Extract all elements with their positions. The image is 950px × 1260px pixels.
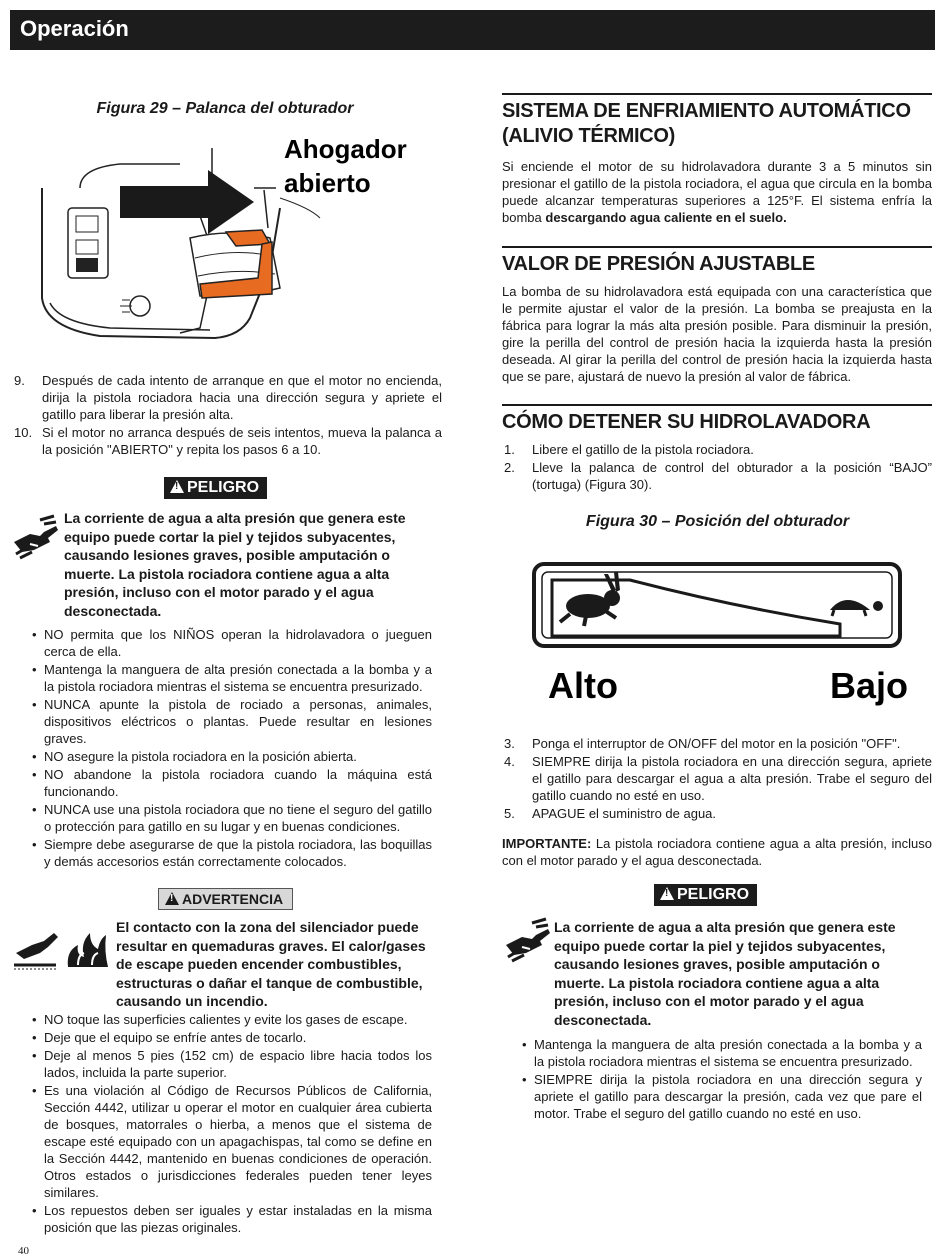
list-item: • Mantenga la manguera de alta presión conectada a la bomba y a la pistola rociadora mientras el sistema se encuentra presurizado.: [520, 1036, 922, 1070]
list-item: • Es una violación al Código de Recursos Públicos de California, Sección 4442, utilizar u operar el motor en cualquier área cubierta de bosques, matorrales o hierba, a menos que el sistema de escape esté equipado con un apagachispas, tal como se define en la Sección 4442, mantenido en buenas condiciones de operación. Otros estados o jurisdicciones federales pueden tener leyes similares.: [30, 1082, 432, 1201]
figure-30-caption: Figura 30 – Posición del obturador: [585, 513, 850, 530]
pressure-section-text: La bomba de su hidrolavadora está equipada con una característica que le permite ajustar el valor de la presión. La bomba se preajusta en la fábrica para lograr la más alta presión posible. Para disminuir la presión, gire la perilla del control de presión hacia la izquierda hasta la presión deseada. Al girar la perilla del control de presión hacia la izquierda hasta que se pare, ajustará de nuevo la presión al valor de fábrica.: [502, 284, 932, 384]
warning-triangle-icon: !: [660, 887, 674, 900]
important-note: [502, 835, 932, 869]
list-item: • Los repuestos deben ser iguales y estar instaladas en la misma posición que las piezas originales.: [30, 1202, 432, 1236]
step-item: [14, 424, 442, 458]
cooling-section-heading: [502, 93, 932, 149]
stop-section-heading: [502, 404, 932, 435]
stop-steps-b: [504, 735, 932, 823]
danger-label: [164, 477, 267, 499]
arrow-right-icon: [120, 170, 254, 234]
step-number: 4.: [504, 754, 515, 769]
list-item: • NO permita que los NIÑOS operan la hidrolavadora o jueguen cerca de ella.: [30, 626, 432, 660]
step-text: APAGUE el suministro de agua.: [532, 806, 717, 821]
label-bajo: Bajo: [830, 665, 909, 706]
stop-title: CÓMO DETENER SU HIDROLAVADORA: [502, 411, 871, 433]
step-number: 9.: [14, 373, 25, 388]
warning-label: [158, 888, 293, 910]
figure-29-choke-illustration: [40, 128, 450, 350]
danger-2-text: La corriente de agua a alta presión que genera este equipo puede cortar la piel y tejidos subyacentes, causando lesiones graves, posible amputación o muerte. La pistola rociadora contiene agua a alta presión, incluso con el motor parado y el agua desconectada.: [554, 919, 896, 1028]
danger-label: [654, 884, 757, 906]
list-item: • Mantenga la manguera de alta presión conectada a la bomba y a la pistola rociadora mientras el sistema se encuentra presurizado.: [30, 661, 432, 695]
cooling-section-text: [502, 158, 932, 226]
pressure-section-heading: [502, 246, 932, 277]
step-text: Lleve la palanca de control del obturador a la posición “BAJO” (tortuga) (Figura 30).: [532, 460, 932, 492]
warning-triangle-icon: !: [170, 480, 184, 493]
warning-1-text: El contacto con la zona del silenciador puede resultar en quemaduras graves. El calor/gases de escape pueden encender combustibles, estructuras o dañar el tanque de combustible, causando un incendio.: [116, 919, 426, 1009]
callout-line-2: abierto: [284, 168, 371, 198]
list-item: • Deje que el equipo se enfríe antes de tocarlo.: [30, 1029, 432, 1046]
list-item: • Deje al menos 5 pies (152 cm) de espacio libre hacia todos los lados, incluida la parte superior.: [30, 1047, 432, 1081]
step-number: 1.: [504, 442, 515, 457]
step-number: 3.: [504, 736, 515, 751]
step-text: Si el motor no arranca después de seis intentos, mueva la palanca a la posición "ABIERTO" y repita los pasos 6 a 10.: [42, 425, 442, 457]
pressure-title: VALOR DE PRESIÓN AJUSTABLE: [502, 253, 815, 275]
step-item: [504, 441, 932, 458]
list-item: • NO abandone la pistola rociadora cuando la máquina está funcionando.: [30, 766, 432, 800]
step-item: [504, 735, 932, 752]
list-item: • SIEMPRE dirija la pistola rociadora en una dirección segura y apriete el gatillo para descargar la presión, cada vez que pare el motor. Trabe el seguro del gatillo cuando no esté en uso.: [520, 1071, 922, 1122]
cooling-title-line-2: (ALIVIO TÉRMICO): [502, 125, 675, 147]
list-item: • NUNCA use una pistola rociadora que no tiene el seguro del gatillo o protección para gatillo en su lugar y en buenas condiciones.: [30, 801, 432, 835]
step-item: [504, 459, 932, 493]
important-label: IMPORTANTE:: [502, 836, 592, 851]
step-text: Después de cada intento de arranque en que el motor no encienda, dirija la pistola rociadora hacia una dirección segura y apriete el gatillo para liberar la presión alta.: [42, 373, 442, 422]
danger-label-text: PELIGRO: [187, 479, 260, 496]
cooling-title-line-1: SISTEMA DE ENFRIAMIENTO AUTOMÁTICO: [502, 100, 911, 122]
stop-steps-a: [504, 441, 932, 494]
step-text: Ponga el interruptor de ON/OFF del motor en la posición "OFF".: [532, 736, 901, 751]
danger-1-text: La corriente de agua a alta presión que genera este equipo puede cortar la piel y tejidos subyacentes, causando lesiones graves, posible amputación o muerte. La pistola rociadora contiene agua a alta presión, incluso con el motor parado y el agua desconectada.: [64, 510, 406, 619]
list-item: • NO asegure la pistola rociadora en la posición abierta.: [30, 748, 432, 765]
list-item: • NUNCA apunte la pistola de rociado a personas, animales, dispositivos eléctricos o plantas. Puede resultar en lesiones graves.: [30, 696, 432, 747]
high-pressure-spray-hand-icon: [10, 512, 60, 562]
warning-triangle-icon: !: [165, 892, 179, 905]
step-item: [504, 805, 932, 822]
cooling-text-bold: descargando agua caliente en el suelo.: [545, 210, 787, 225]
danger-1-bullets: [30, 626, 432, 871]
section-header: [10, 10, 935, 50]
step-text: Libere el gatillo de la pistola rociadora.: [532, 442, 754, 457]
high-pressure-spray-hand-icon: [502, 915, 552, 965]
step-number: 5.: [504, 806, 515, 821]
list-item: • Siempre debe asegurarse de que la pistola rociadora, las boquillas y demás accesorios están correctamente colocados.: [30, 836, 432, 870]
warning-1-bullets: [30, 1011, 432, 1237]
cooling-text-plain: Si enciende el motor de su hidrolavadora durante 3 a 5 minutos sin presionar el gatillo de la pistola rociadora, el agua que circula en la bomba puede alcanzar temperaturas superiores a 125°F. El sistema enfría la bomba: [502, 159, 932, 225]
section-header-title: Operación: [20, 16, 129, 41]
figure-29-caption: Figura 29 – Palanca del obturador: [96, 100, 354, 117]
step-text: SIEMPRE dirija la pistola rociadora en una dirección segura, apriete el gatillo para descargar el agua a alta presión. Trabe el seguro del gatillo cuando no esté en uso.: [532, 754, 932, 803]
page-number: 40: [18, 1245, 29, 1257]
step-number: 2.: [504, 460, 515, 475]
warning-label-text: ADVERTENCIA: [182, 891, 284, 907]
step-item: [504, 753, 932, 804]
step-number: 10.: [14, 425, 33, 440]
callout-line-1: Ahogador: [284, 134, 407, 164]
fire-icon: [64, 925, 110, 971]
figure-30-throttle-position: [530, 560, 910, 710]
hot-surface-hand-icon: [10, 925, 60, 973]
danger-2-bullets: [520, 1036, 922, 1123]
important-text: La pistola rociadora contiene agua a alta presión, incluso con el motor parado y el agua desconectada.: [502, 836, 932, 868]
left-steps-list: [14, 372, 442, 459]
list-item: • NO toque las superficies calientes y evite los gases de escape.: [30, 1011, 432, 1028]
step-item: [14, 372, 442, 423]
danger-label-text: PELIGRO: [677, 886, 750, 903]
label-alto: Alto: [548, 665, 618, 706]
